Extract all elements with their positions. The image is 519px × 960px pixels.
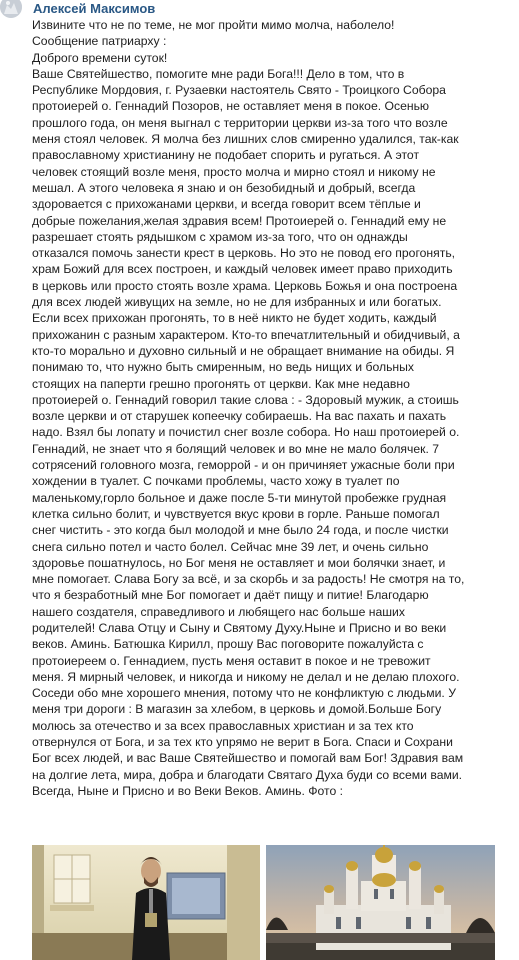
avatar[interactable] [0,0,22,18]
priest-photo-image [32,845,260,960]
post-text-line: сотрясений головного мозга, геморрой - и он причиняет ужасные боли при [32,458,455,473]
post-text-line: снег чистить - это когда был молодой и мне было 24 года, и после чистки [32,523,449,538]
post-text-line: разрешает стоять рядышком с храмом из-за того, что он однажды [32,229,408,244]
post-text-line: мешал. А этого человека я знаю и он безобидный и добрый, всегда [32,180,416,195]
post-text-line: протоиерей о. Геннадий говорил такие слова : - Здоровый мужик, а стоишь [32,392,459,407]
post-text-line: мне помогает. Слава Богу за всё, и за скорбь и за радость! Не смотря на то, [32,572,465,587]
post-text-line: Геннадий, не знает что я болящий человек и во мне не мало болячек. 7 [32,441,440,456]
post-text-line: надо. Взял бы лопату и почистил снег возле собора. Но наш протоиерей о. [32,425,460,440]
post-text-line: Всегда, Ныне и Присно и во Веки Веков. Аминь. Фото : [32,783,344,798]
post-text-line: Ваше Святейшество, помогите мне ради Бога!!! Дело в том, что в [32,66,405,81]
avatar-icon [0,0,22,18]
post-text-line: кто-то морально и духовно сильный и не обращает внимание на обиды. Я [32,343,455,358]
post-text-line: нашего создателя, справедливого и любящего нас больше наших [32,604,405,619]
post-text-line: возле церкви и от старушек копеечку собираешь. На вас пахать и пахать [32,409,447,424]
post-text-line: снега сильно потел и часто болел. Сейчас мне 39 лет, и очень сильно [32,539,429,554]
post-text-line: маленькому,горло больное и даже после 5-ти минутой пробежке грудная [32,490,447,505]
post-text-line: Если всех прихожан прогонять, то в неё никто не будет ходить, каждый [32,311,437,326]
post-text-line: Бог всех людей, и вас Ваше Святейшество и помогай вам Бог! Здравия вам [32,751,464,766]
post-text-line: здоровье пошатнулось, но Бог меня не оставляет и мои болячки знает, и [32,555,446,570]
photo-priest[interactable] [32,845,260,960]
post-text-line: православному христианину не подобает спорить и ругаться. А этот [32,148,420,163]
post-text-line: Извините что не по теме, не мог пройти мимо молча, наболело! [32,18,395,32]
post-text-line: родителей! Слава Отцу и Сыну и Святому Духу.Ныне и Присно и во веки [32,620,447,635]
post-text-line: добрые пожелания,желая здравия всем! Протоиерей о. Геннадий ему не [32,213,447,228]
author-name-link[interactable]: Алексей Максимов [33,1,156,16]
post-text-line: молюсь за отечество и за всех православных христиан и за тех кто [32,718,414,733]
photo-cathedral[interactable] [266,845,495,960]
post-text-line: Сообщение патриарху : [32,34,167,49]
photo-attachments [32,845,495,960]
post-text-line: протоиереем о. Геннадием, пусть меня оставит в покое и не тревожит [32,653,431,668]
cathedral-photo-image [266,845,495,960]
post-text-line: прихожанин с разным характером. Кто-то впечатлительный и обидчивый, а [32,327,460,342]
post-text-line: человек стоящий возле меня, просто молча и мирно стоял и никому не [32,164,436,179]
post-text-line: Соседи обо мне хорошего мнения, потому что не конфликтую с людьми. У [32,686,456,701]
post-text-line: в церковь или просто стоять возле храма. Церковь Божья и она построена [32,278,458,293]
post-text-line: понимаю то, что нужно быть смиренным, но ведь нищих и больных [32,360,415,375]
post-text-line: клетка сильно болит, и чувствуется вкус крови в горле. Раньше помогал [32,506,440,521]
post-text-line: храм Божий для всех построен, и каждый человек имеет право приходить [32,262,453,277]
post-text-line: меня стоял человек. Я молча без лишних слов смиренно удалился, так-как [32,132,459,147]
post-text-line: прошлого года, он меня выгнал с территории церкви из-за того что возле [32,115,448,130]
post-text-line: на долгие лета, мира, добра и благодати Святаго Духа буди со всеми вами. [32,767,463,782]
post-text-line: меня. Я мирный человек, и никогда и никому не делал и не делаю плохого. [32,669,460,684]
post-text-line: отвернулся от Бога, и за тех кто упрямо не верит в Бога. Спаси и Сохрани [32,735,453,750]
post-text-line: стоящих на паперти грешно прогонять от церкви. Как мне недавно [32,376,410,391]
post-text-line: здоровается с прихожанами церкви, и всегда говорит всем тёплые и [32,197,421,212]
post-text-line: для всех людей живущих на земле, но не для избранных и или богатых. [32,295,442,310]
post-text-line: меня три дороги : В магазин за хлебом, в церковь и домой.Больше Богу [32,702,442,717]
post-text-line: Республике Мордовия, г. Рузаевки настоятель Свято - Троицкого Собора [32,83,446,98]
post-text-line: протоиерей о. Геннадий Позоров, не оставляет меня в покое. Осенью [32,99,430,114]
post-text-line: отказался помочь занести крест в церковь. Но это не повод его прогонять, [32,246,456,261]
post-text-line: хождении в туалет. С почками проблемы, часто хожу в туалет по [32,474,400,489]
post-text-line: Доброго времени суток! [32,50,168,65]
post-text [32,17,518,799]
post-text-line: веков. Аминь. Батюшка Кирилл, прошу Вас поговорите пожалуйста с [32,637,424,652]
post-text-line: что я безработный мне Бог помогает и даёт пищу и питие! Благодарю [32,588,429,603]
